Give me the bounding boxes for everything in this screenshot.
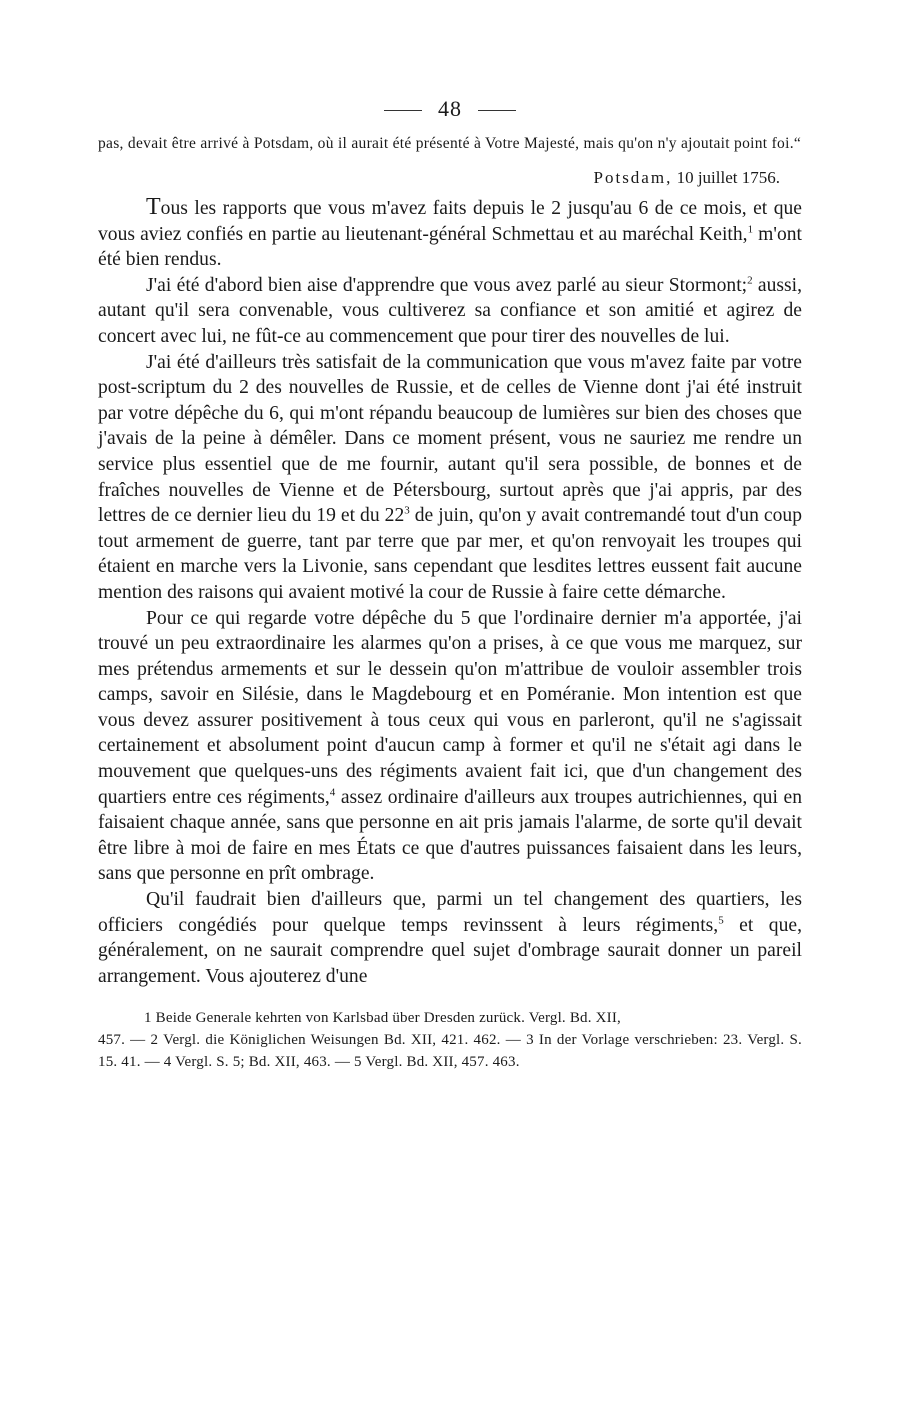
paragraph-text: Tous les rapports que vous m'avez faits depuis le 2 jusqu'au 6 de ce mois, et que vous aviez confiés en partie au lieutenant-général Schmettau et au maréchal Keith,: [98, 194, 802, 245]
dateline-place: Potsdam,: [593, 168, 673, 187]
footnote-ref: 4: [329, 786, 336, 799]
header-rule-right: [478, 110, 516, 111]
footnote-line: 1 Beide Generale kehrten von Karlsbad über Dresden zurück. Vergl. Bd. XII,: [144, 1010, 622, 1027]
paragraph-text: assez ordinaire d'ailleurs aux troupes autrichiennes, qui en faisaient chaque année, sans que personne en ait pris jamais l'alarme, de sorte qu'il devait être libre à moi de faire en mes États ce que d'autres puissances faisaient dans les leurs, sans que personne en prît ombrage.: [98, 786, 802, 885]
paragraph-text: J'ai été d'abord bien aise d'apprendre que vous avez parlé au sieur Stormont;: [146, 274, 748, 296]
paragraph-text: de juin, qu'on y avait contremandé tout d'un coup tout armement de guerre, tant par terre que par mer, et qu'on renvoyait les troupes qui étaient en marche vers la Livonie, sans cependant que lesdites lettres eussent fait aucune mention des raisons qui avaient motivé la cour de Russie à faire cette démarche.: [98, 505, 802, 603]
footnote-ref: 1: [747, 223, 754, 236]
paragraph-text: aussi, autant qu'il sera convenable, vous cultiverez sa confiance et son amitié et agirez de concert avec lui, ne fût-ce au commencement que pour tirer des nouvelles de lui.: [98, 274, 802, 347]
paragraph-text: J'ai été d'ailleurs très satisfait de la communication que vous m'avez faite par votre post-scriptum du 2 des nouvelles de Russie, et de celles de Vienne dont j'ai été instruit par votre dépêche du 6, qui m'ont répandu beaucoup de lumières sur bien des choses que j'avais de la peine à démêler. Dans ce moment présent, vous ne sauriez me rendre un service plus essentiel que de me fournir, autant qu'il sera possible, de bonnes et de fraîches nouvelles de Vienne et de Pétersbourg, surtout après que j'ai appris, par des lettres de ce dernier lieu du 19 et du 22: [98, 351, 802, 527]
page-header: [98, 92, 802, 126]
dateline-date: 10 juillet 1756.: [676, 168, 780, 187]
footnotes: [98, 1007, 802, 1073]
paragraph: [98, 887, 802, 989]
letter-body: [98, 195, 802, 989]
quoted-text-continuation: pas, devait être arrivé à Potsdam, où il aurait été présenté à Votre Majesté, mais qu'on n'y ajoutait point foi.“: [98, 135, 802, 152]
paragraph: [98, 606, 802, 888]
footnote-line: 457. — 2 Vergl. die Königlichen Weisungen Bd. XII, 421. 462. — 3 In der Vorlage verschrieben: 23. Vergl. S. 15. 41. — 4 Vergl. S. 5; Bd. XII, 463. — 5 Vergl. Bd. XII, 457. 463.: [98, 1032, 802, 1071]
footnote-ref: 3: [404, 504, 410, 517]
footnote-ref: 5: [718, 914, 724, 927]
paragraph-text: et que, généralement, on ne saurait comprendre quel sujet d'ombrage saurait donner un pareil arrangement. Vous ajouterez d'une: [98, 914, 802, 987]
footnote-ref: 2: [747, 274, 753, 287]
header-rule-left: [384, 110, 422, 111]
paragraph-text: Qu'il faudrait bien d'ailleurs que, parmi un tel changement des quartiers, les officiers congédiés pour quelque temps revinssent à leurs régiments,: [98, 889, 802, 936]
paragraph: [98, 195, 802, 273]
page-number: 48: [438, 96, 462, 121]
paragraph: [98, 273, 802, 350]
letter-dateline: [98, 165, 780, 191]
paragraph-text: Pour ce qui regarde votre dépêche du 5 que l'ordinaire dernier m'a apportée, j'ai trouvé un peu extraordinaire les alarmes qu'on a prises, à ce que vous me marquez, sur mes prétendus armements et sur le dessein qu'on m'attribue de vouloir assembler trois camps, savoir en Silésie, dans le Magdebourg et en Poméranie. Mon intention est que vous devez assurer positivement à tous ceux qui vous en parleront, qu'il ne s'agissait certainement et absolument point d'aucun camp à former et qu'il ne s'était agi dans le mouvement que quelques-uns des régiments avaient fait ici, que d'un changement des quartiers entre ces régiments,: [98, 607, 802, 808]
paragraph-text: m'ont été bien rendus.: [98, 223, 802, 271]
paragraph: [98, 350, 802, 606]
book-page: [98, 92, 802, 1073]
